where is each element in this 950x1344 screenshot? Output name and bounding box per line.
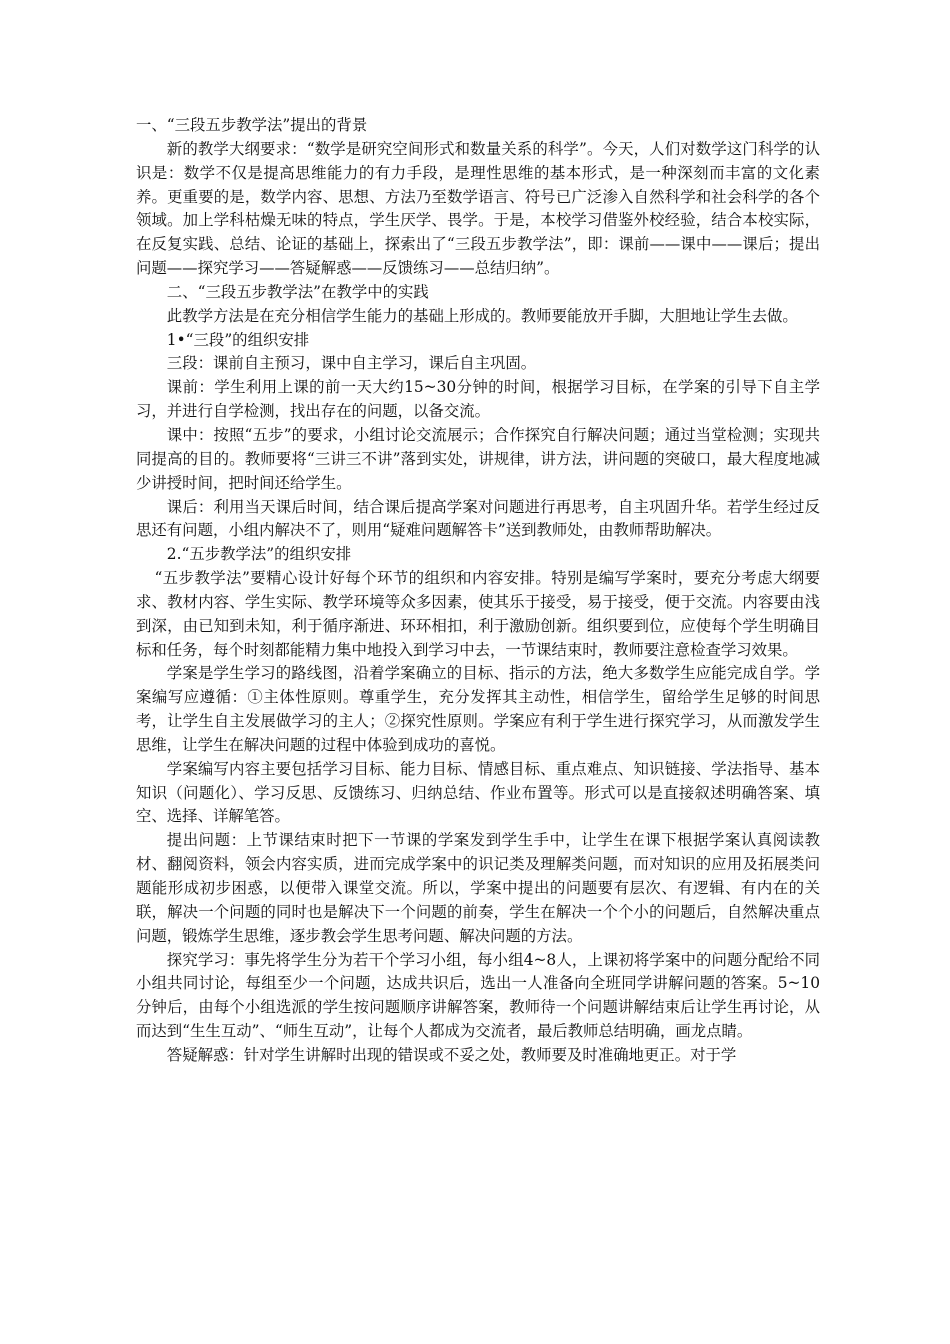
section-heading-background: 一、“三段五步教学法”提出的背景: [136, 116, 368, 134]
paragraph-five-steps-design: “五步教学法”要精心设计好每个环节的组织和内容安排。特别是编写学案时，要充分考虑大纲要求、教材内容、学生实际、教学环境等众多因素，使其乐于接受，易于接受，便于交流。内容要由浅到深，由已知到未知，利于循序渐进、环环相扣，利于激励创新。组织要到位，应使每个学生明确目标和任务，每个时刻都能精力集中地投入到学习中去，一节课结束时，教师要注意检查学习效果。: [136, 569, 820, 659]
paragraph-after-class: 课后：利用当天课后时间，结合课后提高学案对问题进行再思考，自主巩固升华。若学生经过反思还有问题，小组内解决不了，则用“疑难问题解答卡”送到教师处，由教师帮助解决。: [136, 497, 820, 540]
paragraph-learning-plan: 学案是学生学习的路线图，沿着学案确立的目标、指示的方法，绝大多数学生应能完成自学。学案编写应遵循：①主体性原则。尊重学生，充分发挥其主动性，相信学生，留给学生足够的时间思考，让学生自主发展做学习的主人；②探究性原则。学案应有利于学生进行探究学习，从而激发学生思维，让学生在解决问题的过程中体验到成功的喜悦。: [136, 664, 820, 754]
subheading-three-stages: 1•“三段”的组织安排: [166, 330, 310, 349]
document-body: [136, 114, 820, 1068]
paragraph-answer-doubts: 答疑解惑：针对学生讲解时出现的错误或不妥之处，教师要及时准确地更正。对于学: [166, 1045, 737, 1064]
paragraph-syllabus: 新的教学大纲要求：“数学是研究空间形式和数量关系的科学”。今天，人们对数学这门科学的认识是：数学不仅是提高思维能力的有力手段，是理性思维的基本形式，是一种深刻而丰富的文化素养。更重要的是，数学内容、思想、方法乃至数学语言、符号已广泛渗入自然科学和社会科学的各个领域。加上学科枯燥无味的特点，学生厌学、畏学。于是，本校学习借鉴外校经验，结合本校实际，在反复实践、总结、论证的基础上，探索出了“三段五步教学法”，即：课前——课中——课后；提出问题——探究学习——答疑解惑——反馈练习——总结归纳”。: [136, 139, 820, 278]
paragraph-inquiry-learning: 探究学习：事先将学生分为若干个学习小组，每小组4~8人，上课初将学案中的问题分配给不同小组共同讨论，每组至少一个问题，达成共识后，选出一人准备向全班同学讲解问题的答案。5~10分钟后，由每个小组选派的学生按问题顺序讲解答案，教师待一个问题讲解结束后让学生再讨论，从而达到“生生互动”、“师生互动”，让每个人都成为交流者，最后教师总结明确，画龙点睛。: [136, 950, 820, 1041]
paragraph-before-class: 课前：学生利用上课的前一天大约15~30分钟的时间，根据学习目标，在学案的引导下自主学习，并进行自学检测，找出存在的问题，以备交流。: [136, 378, 820, 421]
paragraph-three-stages: 三段：课前自主预习，课中自主学习，课后自主巩固。: [166, 354, 537, 373]
paragraph-plan-contents: 学案编写内容主要包括学习目标、能力目标、情感目标、重点难点、知识链接、学法指导、基本知识（问题化）、学习反思、反馈练习、归纳总结、作业布置等。形式可以是直接叙述明确答案、填空、选择、详解笔答。: [136, 759, 820, 826]
subheading-five-steps: 2.“五步教学法”的组织安排: [166, 545, 352, 564]
section-heading-practice: 二、“三段五步教学法”在教学中的实践: [166, 282, 429, 301]
paragraph-method-intro: 此教学方法是在充分相信学生能力的基础上形成的。教师要能放开手脚，大胆地让学生去做。: [166, 306, 798, 325]
paragraph-raise-questions: 提出问题：上节课结束时把下一节课的学案发到学生手中，让学生在课下根据学案认真阅读教材、翻阅资料，领会内容实质，进而完成学案中的识记类及理解类问题，而对知识的应用及拓展类问题能形成初步困惑，以便带入课堂交流。所以，学案中提出的问题要有层次、有逻辑、有内在的关联，解决一个问题的同时也是解决下一个问题的前奏，学生在解决一个个小的问题后，自然解决重点问题，锻炼学生思维，逐步教会学生思考问题、解决问题的方法。: [136, 831, 820, 945]
paragraph-in-class: 课中：按照“五步”的要求，小组讨论交流展示；合作探究自行解决问题；通过当堂检测；实现共同提高的目的。教师要将“三讲三不讲”落到实处，讲规律，讲方法，讲问题的突破口，最大程度地减少讲授时间，把时间还给学生。: [136, 425, 820, 492]
